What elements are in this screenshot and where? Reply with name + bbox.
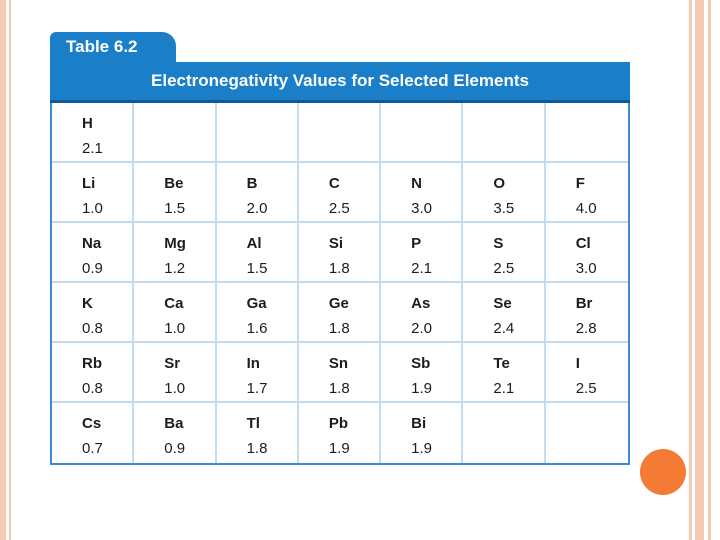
table-cell	[217, 163, 299, 223]
electronegativity-value: 1.0	[164, 380, 186, 397]
element-symbol: Ca	[164, 295, 184, 312]
right-border-line-a	[689, 0, 692, 540]
element-symbol: Ge	[328, 295, 349, 312]
electronegativity-value: 2.1	[493, 380, 515, 397]
electronegativity-value: 1.7	[246, 380, 268, 397]
electronegativity-value: 1.9	[411, 440, 432, 457]
element-symbol: Ga	[246, 295, 267, 312]
table-cell	[299, 283, 381, 343]
electronegativity-value: 2.0	[246, 200, 268, 217]
table-cell	[217, 283, 299, 343]
table-cell	[546, 343, 628, 403]
table-cell	[546, 403, 628, 463]
element-symbol: Sb	[411, 355, 431, 372]
table-cell	[217, 103, 299, 163]
element-symbol: I	[575, 355, 580, 372]
table-cell	[463, 343, 545, 403]
table-cell	[381, 223, 463, 283]
table-cell	[546, 163, 628, 223]
electronegativity-value: 2.5	[328, 200, 350, 217]
table-cell	[217, 343, 299, 403]
table-cell	[52, 223, 134, 283]
table-cell	[546, 283, 628, 343]
table-grid	[50, 103, 630, 465]
element-symbol: P	[411, 235, 422, 252]
table-title: Electronegativity Values for Selected Elements	[50, 62, 630, 103]
table-cell	[217, 223, 299, 283]
table-cell	[381, 343, 463, 403]
element-symbol: Al	[246, 235, 262, 252]
electronegativity-value: 0.9	[164, 440, 186, 457]
table-cell	[52, 403, 134, 463]
element-symbol: C	[328, 175, 340, 192]
table-cell	[217, 403, 299, 463]
table-cell	[299, 103, 381, 163]
electronegativity-value: 1.8	[328, 260, 350, 277]
element-symbol: Si	[328, 235, 344, 252]
element-symbol: Pb	[328, 415, 349, 432]
table-cell	[134, 403, 216, 463]
right-border-line-c	[708, 0, 711, 540]
element-symbol: Se	[493, 295, 512, 312]
element-symbol: Sr	[164, 355, 181, 372]
electronegativity-value: 1.5	[164, 200, 186, 217]
table-cell	[463, 403, 545, 463]
electronegativity-value: 1.8	[328, 320, 350, 337]
table-cell	[381, 163, 463, 223]
left-border-stripe	[0, 0, 6, 540]
element-symbol: S	[493, 235, 504, 252]
element-symbol: As	[411, 295, 431, 312]
right-border-stripe	[695, 0, 704, 540]
element-symbol: Cl	[575, 235, 591, 252]
element-symbol: H	[82, 115, 93, 132]
element-symbol: Be	[164, 175, 184, 192]
table-cell	[381, 283, 463, 343]
table-cell	[299, 403, 381, 463]
electronegativity-value: 0.8	[82, 380, 103, 397]
element-symbol: B	[246, 175, 258, 192]
element-symbol: F	[575, 175, 585, 192]
table-tab-label: Table 6.2	[50, 32, 176, 62]
table-cell	[52, 103, 134, 163]
electronegativity-value: 2.5	[493, 260, 515, 277]
table-cell	[134, 163, 216, 223]
electronegativity-value: 1.9	[328, 440, 350, 457]
element-symbol: Tl	[246, 415, 260, 432]
element-symbol: Br	[575, 295, 593, 312]
electronegativity-value: 2.5	[575, 380, 597, 397]
element-symbol: Cs	[82, 415, 102, 432]
electronegativity-value: 2.8	[575, 320, 597, 337]
electronegativity-value: 3.5	[493, 200, 515, 217]
table-cell	[299, 223, 381, 283]
table-cell	[546, 223, 628, 283]
table-cell	[463, 223, 545, 283]
table-cell	[134, 103, 216, 163]
electronegativity-value: 2.1	[411, 260, 432, 277]
electronegativity-value: 1.8	[246, 440, 268, 457]
electronegativity-value: 0.8	[82, 320, 103, 337]
element-symbol: K	[82, 295, 93, 312]
electronegativity-table	[50, 32, 630, 465]
table-cell	[52, 283, 134, 343]
element-symbol: Te	[493, 355, 510, 372]
electronegativity-value: 2.0	[411, 320, 432, 337]
element-symbol: Na	[82, 235, 102, 252]
electronegativity-value: 3.0	[411, 200, 432, 217]
element-symbol: Li	[82, 175, 96, 192]
table-cell	[134, 283, 216, 343]
element-symbol: Rb	[82, 355, 102, 372]
electronegativity-value: 4.0	[575, 200, 597, 217]
element-symbol: O	[493, 175, 506, 192]
element-symbol: In	[246, 355, 260, 372]
element-symbol: Bi	[411, 415, 427, 432]
table-cell	[134, 343, 216, 403]
element-symbol: N	[411, 175, 422, 192]
electronegativity-value: 2.1	[82, 140, 103, 157]
element-symbol: Ba	[164, 415, 184, 432]
electronegativity-value: 1.2	[164, 260, 186, 277]
table-cell	[381, 103, 463, 163]
orange-circle-decoration	[640, 449, 686, 495]
electronegativity-value: 1.5	[246, 260, 268, 277]
electronegativity-value: 1.6	[246, 320, 268, 337]
table-cell	[546, 103, 628, 163]
electronegativity-value: 1.0	[164, 320, 186, 337]
table-cell	[299, 343, 381, 403]
table-cell	[463, 163, 545, 223]
table-cell	[52, 163, 134, 223]
electronegativity-value: 3.0	[575, 260, 597, 277]
electronegativity-value: 1.9	[411, 380, 432, 397]
electronegativity-value: 1.8	[328, 380, 350, 397]
table-cell	[463, 103, 545, 163]
table-cell	[134, 223, 216, 283]
left-border-line	[9, 0, 11, 540]
electronegativity-value: 1.0	[82, 200, 103, 217]
element-symbol: Sn	[328, 355, 349, 372]
element-symbol: Mg	[164, 235, 186, 252]
electronegativity-value: 2.4	[493, 320, 515, 337]
table-cell	[381, 403, 463, 463]
electronegativity-value: 0.9	[82, 260, 103, 277]
table-cell	[299, 163, 381, 223]
electronegativity-value: 0.7	[82, 440, 103, 457]
table-cell	[463, 283, 545, 343]
table-cell	[52, 343, 134, 403]
